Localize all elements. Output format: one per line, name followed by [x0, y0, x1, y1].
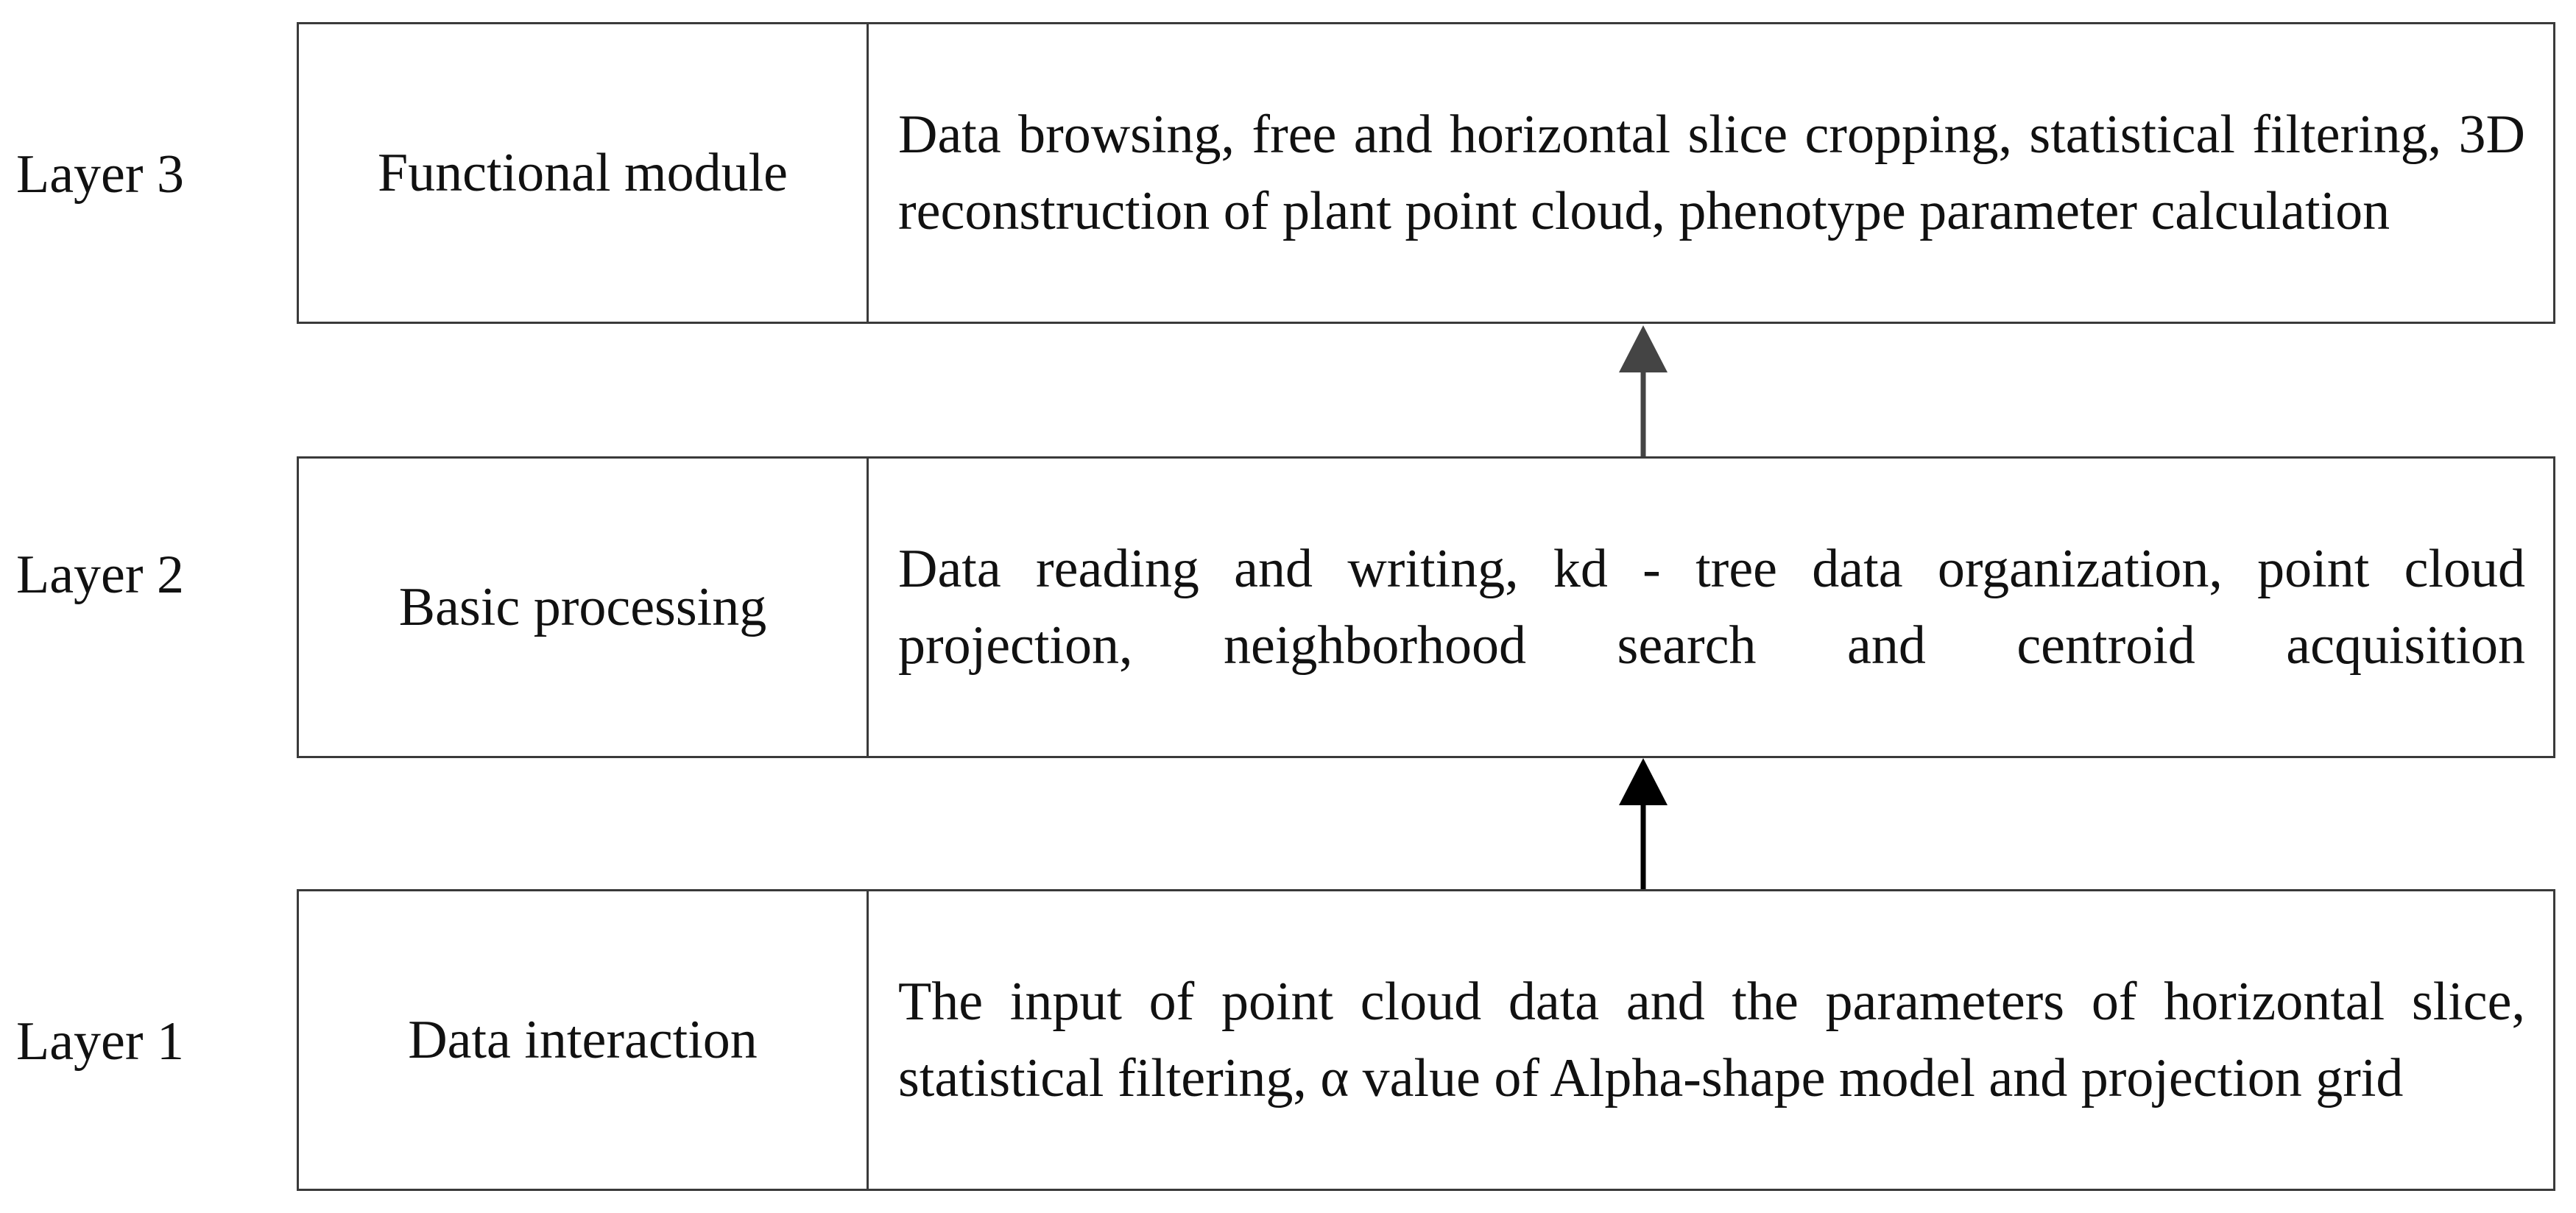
layer-3-description-text: Data browsing, free and horizontal slice cropping, statistical filtering, 3D reconstruction of plant point cloud, phenotype parameter calculation: [898, 105, 2525, 241]
layer-3-label: Layer 3: [16, 144, 185, 205]
layer-2-description-text: Data reading and writing, kd - tree data organization, point cloud projection, neighborhood search and centroid acquisition: [898, 539, 2525, 676]
layer-3-name: Functional module: [299, 24, 869, 322]
layer-1-label: Layer 1: [16, 1011, 185, 1072]
arrow-layer1-to-layer2: [1619, 758, 1668, 889]
arrow-head-upper: [1619, 325, 1668, 372]
layer-1-name: Data interaction: [299, 891, 869, 1189]
arrow-head-lower: [1619, 758, 1668, 805]
layer-2-name: Basic processing: [299, 459, 869, 756]
arrow-layer2-to-layer3: [1619, 325, 1668, 456]
layer-2-label: Layer 2: [16, 545, 185, 605]
layer-1-description-text: The input of point cloud data and the parameters of horizontal slice, statistical filtering, α value of Alpha-shape model and projection grid: [898, 972, 2525, 1108]
